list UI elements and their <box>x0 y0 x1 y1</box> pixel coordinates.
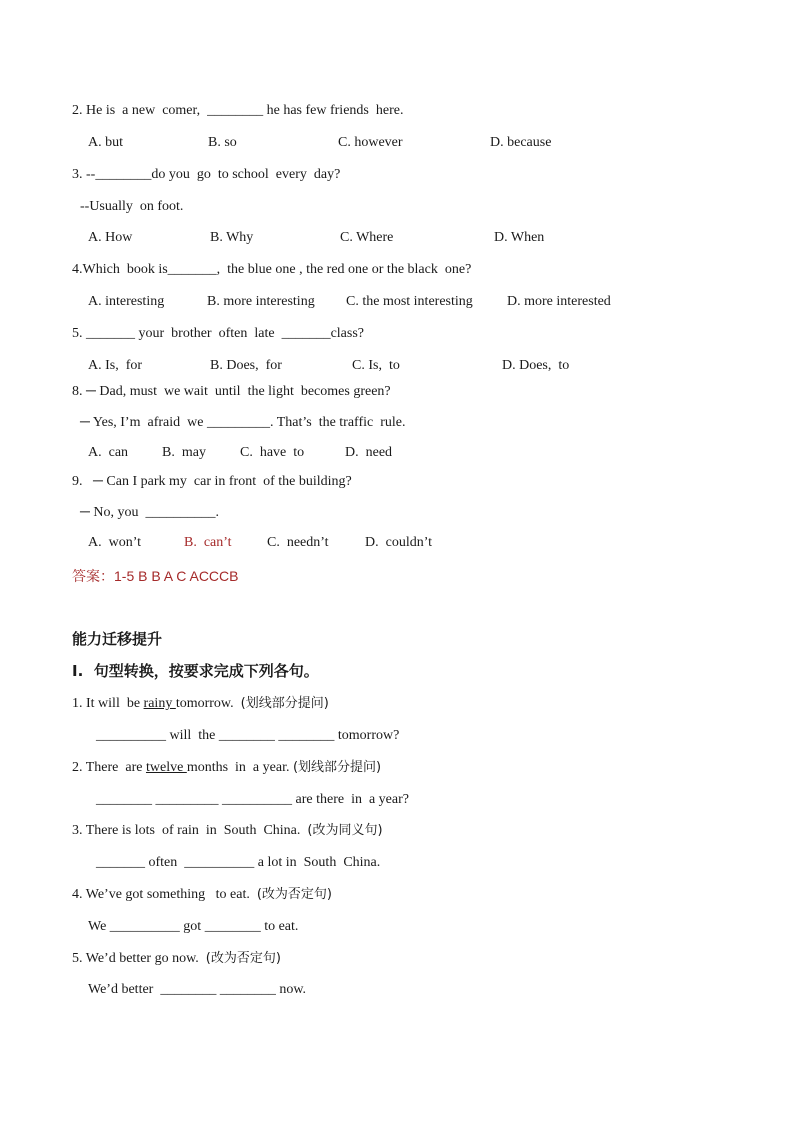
transform-2-stem <box>72 759 381 777</box>
question-9-reply: ─ No, you __________. <box>80 505 220 520</box>
question-2-option-d: D. because <box>490 135 552 150</box>
question-3-option-c: C. Where <box>340 230 394 245</box>
transform-2-instruction: (划线部分提问) <box>292 760 382 775</box>
transform-1-underlined: rainy <box>143 696 176 711</box>
question-4-option-a: A. interesting <box>88 294 165 309</box>
part-title: I. 句型转换，按要求完成下列各句。 <box>72 662 319 680</box>
question-8-option-b: B. may <box>162 445 206 460</box>
transform-5-text: 5. We’d better go now. <box>72 951 206 966</box>
question-3-reply: --Usually on foot. <box>80 199 184 214</box>
question-9-stem: 9. ─ Can I park my car in front of the building? <box>72 474 352 489</box>
question-5-option-d: D. Does, to <box>502 358 570 373</box>
transform-4-blank: We __________ got ________ to eat. <box>88 919 299 934</box>
question-8-reply: ─ Yes, I’m afraid we _________. That’s the traffic rule. <box>80 415 406 430</box>
transform-2-underlined: twelve <box>145 760 187 775</box>
question-8-option-a: A. can <box>88 445 129 460</box>
transform-1-instruction: (划线部分提问) <box>240 696 329 711</box>
transform-5-stem <box>72 950 281 968</box>
question-4-option-b: B. more interesting <box>207 294 315 309</box>
transform-3-blank: _______ often __________ a lot in South China. <box>96 855 381 870</box>
question-8-stem: 8. ─ Dad, must we wait until the light becomes green? <box>72 384 391 399</box>
transform-1-blank: __________ will the ________ ________ tomorrow? <box>96 728 400 743</box>
answer-key: 答案：1-5 B B A C ACCCB <box>72 568 239 584</box>
question-3-option-d: D. When <box>494 230 545 245</box>
transform-4-text: 4. We’ve got something to eat. <box>72 887 257 902</box>
question-2-option-c: C. however <box>338 135 403 150</box>
question-4-option-c: C. the most interesting <box>346 294 473 309</box>
transform-2-text-end: months in a year. <box>186 760 293 775</box>
question-3-option-a: A. How <box>88 230 133 245</box>
transform-2-text: 2. There are <box>72 760 146 775</box>
question-8-option-d: D. need <box>345 445 393 460</box>
question-5-option-c: C. Is, to <box>352 358 400 373</box>
question-3-stem: 3. --________do you go to school every day? <box>72 167 341 182</box>
transform-1-text-end: tomorrow. <box>175 696 241 711</box>
question-5-stem: 5. _______ your brother often late _______class? <box>72 326 364 341</box>
transform-1-stem <box>72 695 329 713</box>
transform-2-blank: ________ _________ __________ are there in a year? <box>96 792 409 807</box>
section-title: 能力迁移提升 <box>72 630 163 648</box>
transform-4-stem <box>72 886 332 904</box>
transform-5-instruction: (改为否定句) <box>205 951 281 966</box>
transform-1-text: 1. It will be <box>72 696 144 711</box>
transform-4-instruction: (改为否定句) <box>256 887 333 902</box>
question-4-option-d: D. more interested <box>507 294 611 309</box>
transform-5-blank: We’d better ________ ________ now. <box>88 982 307 997</box>
question-9-option-a: A. won’t <box>88 535 142 550</box>
question-2-option-b: B. so <box>208 135 237 150</box>
question-9-option-b: B. can’t <box>184 535 232 550</box>
question-9-option-c: C. needn’t <box>267 535 329 550</box>
question-8-option-c: C. have to <box>240 445 305 460</box>
question-5-option-a: A. Is, for <box>88 358 143 373</box>
transform-3-stem <box>72 822 383 840</box>
question-3-option-b: B. Why <box>210 230 254 245</box>
transform-3-instruction: (改为同义句) <box>307 823 383 838</box>
question-9-option-d: D. couldn’t <box>365 535 433 550</box>
question-2-stem: 2. He is a new comer, ________ he has few friends here. <box>72 103 404 118</box>
transform-3-text: 3. There is lots of rain in South China. <box>72 823 308 838</box>
question-5-option-b: B. Does, for <box>210 358 282 373</box>
question-2-option-a: A. but <box>88 135 123 150</box>
question-4-stem: 4.Which book is_______, the blue one , the red one or the black one? <box>72 262 472 277</box>
